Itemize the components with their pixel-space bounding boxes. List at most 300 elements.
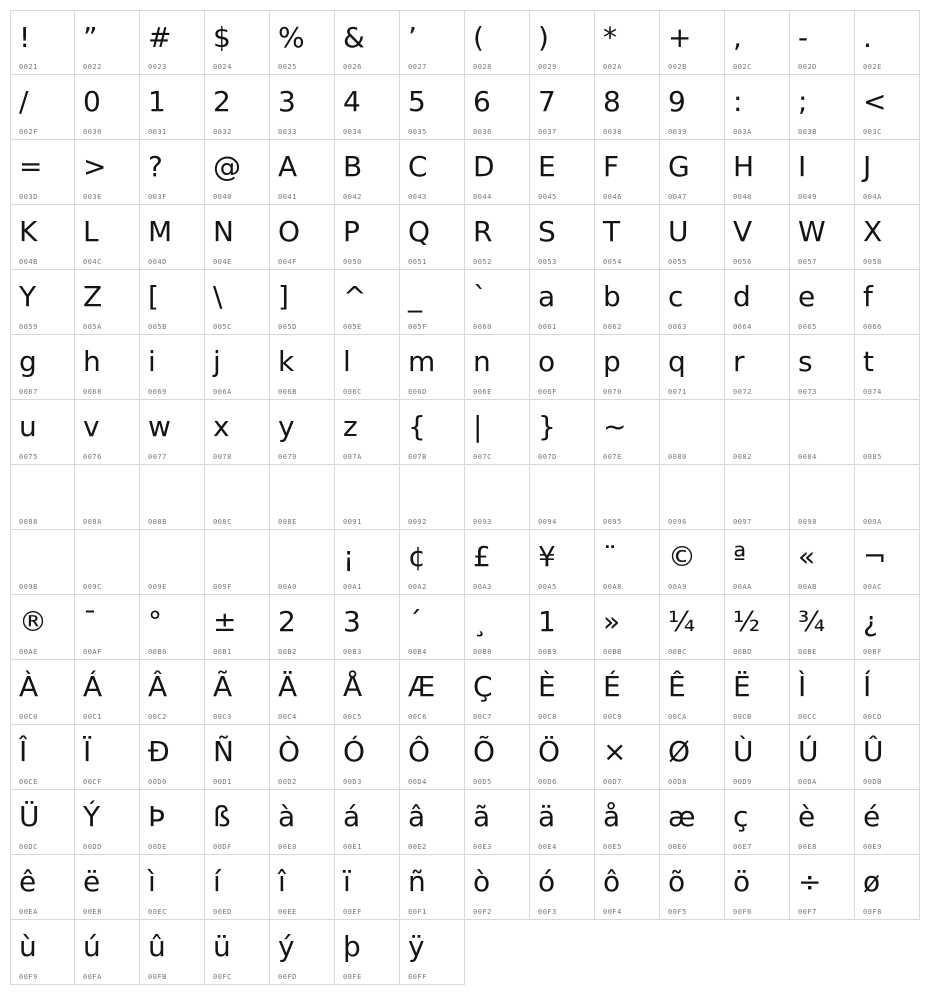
glyph-codepoint-label: 007E [603,453,622,461]
glyph-character: ) [538,21,548,54]
glyph-character: < [863,85,886,118]
glyph-character: m [408,345,435,378]
glyph-cell [335,660,400,725]
glyph-cell [530,75,595,140]
glyph-codepoint-label: 0065 [798,323,817,331]
glyph-codepoint-label: 0038 [603,128,622,136]
glyph-cell [790,140,855,205]
glyph-character: S [538,215,555,248]
glyph-codepoint-label: 0047 [668,193,687,201]
glyph-codepoint-label: 0070 [603,388,622,396]
glyph-cell [725,530,790,595]
glyph-character: Þ [148,800,164,833]
glyph-character: s [798,345,812,378]
glyph-codepoint-label: 00A3 [473,583,492,591]
glyph-cell [855,400,920,465]
glyph-codepoint-label: 00F1 [408,908,427,916]
glyph-cell [660,335,725,400]
glyph-character: - [798,21,808,54]
glyph-codepoint-label: 0049 [798,193,817,201]
glyph-character: ” [83,21,97,54]
glyph-codepoint-label: 00FC [213,973,232,981]
glyph-character: ` [473,280,486,313]
glyph-character: À [19,670,38,703]
glyph-codepoint-label: 002F [19,128,38,136]
glyph-character: { [408,410,425,443]
glyph-codepoint-label: 00D2 [278,778,297,786]
glyph-cell [140,725,205,790]
glyph-cell [10,205,75,270]
glyph-cell [725,335,790,400]
glyph-character: i [148,345,155,378]
glyph-cell [530,790,595,855]
glyph-codepoint-label: 003D [19,193,38,201]
glyph-codepoint-label: 00E2 [408,843,427,851]
glyph-codepoint-label: 00EE [278,908,297,916]
glyph-character: 8 [603,85,620,118]
glyph-cell [725,790,790,855]
glyph-character: Ü [19,800,39,833]
glyph-codepoint-label: 0034 [343,128,362,136]
glyph-character: Ó [343,735,365,768]
glyph-character: É [603,670,620,703]
glyph-cell [270,270,335,335]
glyph-cell [530,660,595,725]
glyph-character: × [603,735,626,768]
glyph-cell [75,270,140,335]
glyph-cell [140,10,205,75]
glyph-cell [725,855,790,920]
glyph-cell [10,660,75,725]
glyph-cell [790,10,855,75]
glyph-cell [335,140,400,205]
glyph-codepoint-label: 00A2 [408,583,427,591]
glyph-character: è [798,800,815,833]
glyph-character: ª [733,540,746,573]
glyph-character: H [733,150,754,183]
glyph-codepoint-label: 0071 [668,388,687,396]
glyph-character: ù [19,930,36,963]
glyph-codepoint-label: 00A9 [668,583,687,591]
glyph-cell [790,790,855,855]
glyph-cell [660,465,725,530]
glyph-codepoint-label: 00DD [83,843,102,851]
glyph-cell [335,335,400,400]
glyph-character: ¼ [668,605,695,638]
glyph-cell [855,660,920,725]
glyph-cell [465,205,530,270]
glyph-codepoint-label: 007D [538,453,557,461]
glyph-codepoint-label: 00E9 [863,843,882,851]
glyph-codepoint-label: 002A [603,63,622,71]
glyph-character: Æ [408,670,435,703]
glyph-character: á [343,800,360,833]
glyph-character: , [733,21,741,54]
glyph-codepoint-label: 008C [213,518,232,526]
glyph-character: A [278,150,297,183]
glyph-cell [10,725,75,790]
glyph-codepoint-label: 009F [213,583,232,591]
glyph-codepoint-label: 0044 [473,193,492,201]
glyph-cell [140,790,205,855]
glyph-codepoint-label: 00D6 [538,778,557,786]
glyph-cell [790,400,855,465]
glyph-character: X [863,215,882,248]
glyph-character: R [473,215,492,248]
glyph-cell [270,465,335,530]
glyph-cell [465,75,530,140]
glyph-character: 0 [83,85,100,118]
glyph-character: Ý [83,800,100,833]
glyph-codepoint-label: 00C1 [83,713,102,721]
glyph-cell [75,75,140,140]
glyph-cell [595,140,660,205]
glyph-codepoint-label: 00FB [148,973,167,981]
glyph-codepoint-label: 004C [83,258,102,266]
glyph-codepoint-label: 00CC [798,713,817,721]
glyph-cell [725,140,790,205]
glyph-codepoint-label: 0056 [733,258,752,266]
glyph-character: 3 [278,85,295,118]
glyph-codepoint-label: 0030 [83,128,102,136]
glyph-character: å [603,800,620,833]
glyph-codepoint-label: 00AB [798,583,817,591]
glyph-codepoint-label: 00AC [863,583,882,591]
glyph-codepoint-label: 0050 [343,258,362,266]
glyph-character: v [83,410,99,443]
glyph-codepoint-label: 00CA [668,713,687,721]
glyph-cell [465,530,530,595]
glyph-character: Q [408,215,430,248]
glyph-cell [465,140,530,205]
glyph-cell [790,595,855,660]
glyph-cell [595,725,660,790]
glyph-codepoint-label: 004F [278,258,297,266]
glyph-codepoint-label: 0088 [19,518,38,526]
glyph-character: ã [473,800,490,833]
glyph-codepoint-label: 0028 [473,63,492,71]
glyph-codepoint-label: 006C [343,388,362,396]
glyph-cell [465,660,530,725]
glyph-codepoint-label: 0080 [668,453,687,461]
glyph-codepoint-label: 00A5 [538,583,557,591]
glyph-character: Ï [83,735,91,768]
glyph-codepoint-label: 00CE [19,778,38,786]
glyph-cell [400,790,465,855]
glyph-cell [465,400,530,465]
glyph-cell [725,595,790,660]
glyph-character: N [213,215,233,248]
glyph-cell [335,465,400,530]
glyph-character: ß [213,800,230,833]
glyph-character: Z [83,280,102,313]
glyph-codepoint-label: 00D4 [408,778,427,786]
glyph-codepoint-label: 0096 [668,518,687,526]
glyph-character: û [148,930,165,963]
glyph-codepoint-label: 00C7 [473,713,492,721]
glyph-character: Y [19,280,36,313]
glyph-character: ¿ [863,605,877,638]
glyph-codepoint-label: 00A8 [603,583,622,591]
glyph-character: J [863,150,871,183]
glyph-cell [205,725,270,790]
glyph-cell [530,725,595,790]
glyph-codepoint-label: 003E [83,193,102,201]
glyph-codepoint-label: 00C3 [213,713,232,721]
glyph-codepoint-label: 004B [19,258,38,266]
glyph-cell [530,335,595,400]
glyph-cell [270,920,335,985]
glyph-cell [205,270,270,335]
glyph-codepoint-label: 0029 [538,63,557,71]
glyph-cell [10,920,75,985]
glyph-cell [140,400,205,465]
glyph-codepoint-label: 00F9 [19,973,38,981]
glyph-codepoint-label: 006D [408,388,427,396]
glyph-character: x [213,410,229,443]
glyph-cell [140,660,205,725]
glyph-character: Ñ [213,735,233,768]
glyph-character: Ä [278,670,297,703]
glyph-codepoint-label: 005A [83,323,102,331]
glyph-cell [10,335,75,400]
glyph-character: ] [278,280,288,313]
glyph-cell [790,855,855,920]
glyph-character: Ø [668,735,690,768]
glyph-cell [205,400,270,465]
glyph-codepoint-label: 00D5 [473,778,492,786]
glyph-character: ñ [408,865,425,898]
glyph-cell [205,920,270,985]
glyph-codepoint-label: 00BE [798,648,817,656]
glyph-cell [270,725,335,790]
glyph-cell [465,725,530,790]
glyph-cell [660,725,725,790]
glyph-codepoint-label: 00FE [343,973,362,981]
glyph-codepoint-label: 005B [148,323,167,331]
glyph-character: G [668,150,689,183]
glyph-character: ± [213,605,236,638]
glyph-codepoint-label: 0060 [473,323,492,331]
glyph-codepoint-label: 00DB [863,778,882,786]
glyph-character: þ [343,930,360,963]
glyph-character: T [603,215,620,248]
glyph-cell [855,530,920,595]
glyph-character: Î [19,735,27,768]
glyph-cell [140,75,205,140]
glyph-cell [400,660,465,725]
glyph-cell [140,595,205,660]
glyph-cell [855,790,920,855]
glyph-cell [75,790,140,855]
glyph-cell [660,400,725,465]
glyph-character: ^ [343,280,366,313]
glyph-cell [140,465,205,530]
glyph-character: Û [863,735,883,768]
glyph-codepoint-label: 00CB [733,713,752,721]
glyph-cell [335,595,400,660]
glyph-cell [660,10,725,75]
glyph-character: I [798,150,806,183]
glyph-character: é [863,800,880,833]
glyph-character: Ù [733,735,753,768]
glyph-codepoint-label: 006B [278,388,297,396]
glyph-codepoint-label: 00DE [148,843,167,851]
glyph-codepoint-label: 00C9 [603,713,622,721]
glyph-character: Á [83,670,102,703]
glyph-character: à [278,800,295,833]
glyph-codepoint-label: 008E [278,518,297,526]
glyph-cell [75,855,140,920]
glyph-codepoint-label: 006A [213,388,232,396]
glyph-character: k [278,345,294,378]
glyph-cell [75,335,140,400]
glyph-character: ô [603,865,620,898]
glyph-cell [75,400,140,465]
glyph-character: ¬ [863,540,886,573]
glyph-cell [465,595,530,660]
glyph-cell [660,140,725,205]
glyph-character: _ [408,280,421,313]
glyph-character: ¡ [343,540,354,573]
glyph-character: ê [19,865,36,898]
glyph-codepoint-label: 00DF [213,843,232,851]
glyph-codepoint-label: 0079 [278,453,297,461]
glyph-codepoint-label: 0093 [473,518,492,526]
glyph-cell [530,205,595,270]
glyph-cell [790,660,855,725]
glyph-character: ( [473,21,483,54]
glyph-codepoint-label: 003C [863,128,882,136]
glyph-cell [270,400,335,465]
glyph-cell [725,725,790,790]
glyph-character: b [603,280,620,313]
glyph-codepoint-label: 0027 [408,63,427,71]
glyph-codepoint-label: 0072 [733,388,752,396]
glyph-codepoint-label: 002C [733,63,752,71]
glyph-character: E [538,150,555,183]
glyph-codepoint-label: 007B [408,453,427,461]
glyph-codepoint-label: 006F [538,388,557,396]
glyph-codepoint-label: 00B3 [343,648,362,656]
glyph-character: Ð [148,735,169,768]
glyph-character: â [408,800,425,833]
glyph-codepoint-label: 0057 [798,258,817,266]
glyph-codepoint-label: 0062 [603,323,622,331]
glyph-cell [400,400,465,465]
glyph-codepoint-label: 0026 [343,63,362,71]
glyph-codepoint-label: 00C8 [538,713,557,721]
glyph-codepoint-label: 00FF [408,973,427,981]
glyph-codepoint-label: 0073 [798,388,817,396]
glyph-codepoint-label: 0025 [278,63,297,71]
glyph-character: ¾ [798,605,825,638]
glyph-codepoint-label: 008A [83,518,102,526]
glyph-character: ¸ [473,605,486,638]
glyph-character: ó [538,865,555,898]
glyph-character: f [863,280,872,313]
glyph-cell [660,205,725,270]
glyph-codepoint-label: 00CD [863,713,882,721]
glyph-codepoint-label: 0069 [148,388,167,396]
glyph-cell [725,660,790,725]
glyph-cell [400,465,465,530]
glyph-cell [725,10,790,75]
glyph-character: u [19,410,36,443]
glyph-codepoint-label: 00C0 [19,713,38,721]
glyph-cell [855,270,920,335]
glyph-character: F [603,150,619,183]
glyph-character: © [668,540,695,573]
glyph-cell [725,205,790,270]
glyph-codepoint-label: 0061 [538,323,557,331]
glyph-character: ì [148,865,155,898]
glyph-character: O [278,215,300,248]
glyph-codepoint-label: 0058 [863,258,882,266]
glyph-codepoint-label: 00D9 [733,778,752,786]
glyph-codepoint-label: 009E [148,583,167,591]
glyph-character: ! [19,21,30,54]
glyph-character: } [538,410,555,443]
glyph-character: 5 [408,85,425,118]
glyph-codepoint-label: 00F6 [733,908,752,916]
glyph-character: K [19,215,37,248]
glyph-codepoint-label: 0041 [278,193,297,201]
glyph-character: Í [863,670,871,703]
glyph-cell [660,270,725,335]
glyph-codepoint-label: 00BC [668,648,687,656]
glyph-character: % [278,21,304,54]
glyph-character: Ç [473,670,492,703]
glyph-codepoint-label: 00B9 [538,648,557,656]
glyph-character: ò [473,865,490,898]
glyph-cell [335,400,400,465]
glyph-cell [400,75,465,140]
glyph-codepoint-label: 004E [213,258,232,266]
glyph-cell [140,530,205,595]
glyph-codepoint-label: 00E3 [473,843,492,851]
glyph-codepoint-label: 00FA [83,973,102,981]
glyph-codepoint-label: 009C [83,583,102,591]
glyph-cell [10,400,75,465]
glyph-codepoint-label: 0064 [733,323,752,331]
glyph-character: ? [148,150,162,183]
glyph-codepoint-label: 009A [863,518,882,526]
glyph-character: Õ [473,735,495,768]
glyph-cell [530,465,595,530]
glyph-character: \ [213,280,222,313]
glyph-character: M [148,215,172,248]
glyph-codepoint-label: 002E [863,63,882,71]
glyph-codepoint-label: 00F7 [798,908,817,916]
glyph-character: W [798,215,825,248]
glyph-codepoint-label: 0024 [213,63,232,71]
glyph-codepoint-label: 0076 [83,453,102,461]
glyph-cell [595,270,660,335]
glyph-codepoint-label: 00CF [83,778,102,786]
glyph-character: 2 [213,85,230,118]
glyph-cell [790,725,855,790]
glyph-codepoint-label: 00E7 [733,843,752,851]
glyph-codepoint-label: 002D [798,63,817,71]
glyph-cell [400,270,465,335]
glyph-cell [465,465,530,530]
glyph-cell [140,920,205,985]
glyph-cell [660,790,725,855]
glyph-character: ý [278,930,294,963]
glyph-character: n [473,345,490,378]
glyph-character: 9 [668,85,685,118]
